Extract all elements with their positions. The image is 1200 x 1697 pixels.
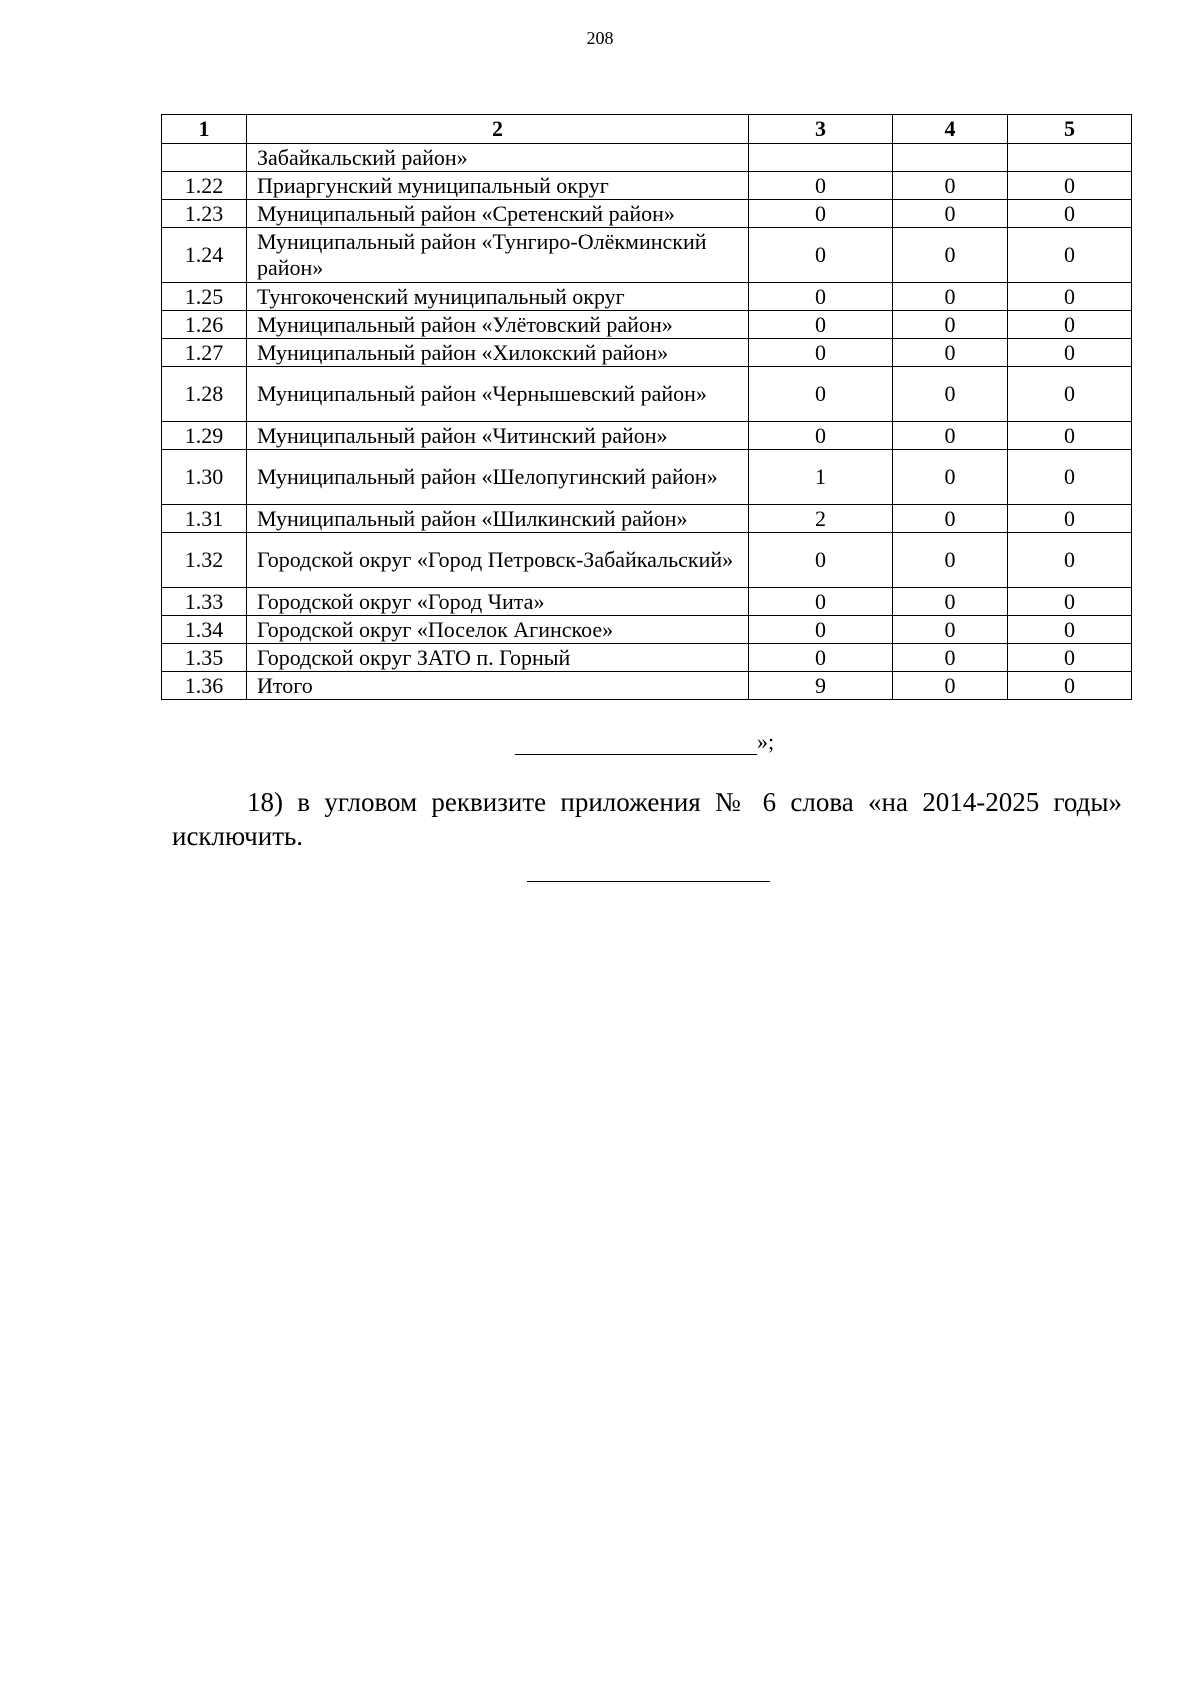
- municipality-name-cell: Муниципальный район «Шелопугинский район»: [247, 450, 749, 505]
- value-cell-col4: 0: [893, 588, 1008, 616]
- municipality-name-cell: Муниципальный район «Читинский район»: [247, 422, 749, 450]
- value-cell-col3: 0: [749, 533, 893, 588]
- row-number-cell: 1.27: [162, 339, 247, 367]
- value-cell-col4: 0: [893, 533, 1008, 588]
- value-cell-col5: 0: [1008, 172, 1132, 200]
- value-cell-col4: 0: [893, 450, 1008, 505]
- municipality-name-cell: Муниципальный район «Чернышевский район»: [247, 367, 749, 422]
- value-cell-col3: 0: [749, 422, 893, 450]
- value-cell-col3: 0: [749, 200, 893, 228]
- municipality-name-cell: Муниципальный район «Шилкинский район»: [247, 505, 749, 533]
- page-number: 208: [586, 28, 614, 48]
- municipality-name-cell: Приаргунский муниципальный округ: [247, 172, 749, 200]
- row-number-cell: 1.22: [162, 172, 247, 200]
- value-cell-col4: 0: [893, 339, 1008, 367]
- value-cell-col4: 0: [893, 200, 1008, 228]
- row-number-cell: 1.25: [162, 283, 247, 311]
- value-cell-col5: 0: [1008, 200, 1132, 228]
- table-row: [162, 311, 1132, 339]
- value-cell-col3: 9: [749, 672, 893, 700]
- row-number-cell: [162, 144, 247, 172]
- value-cell-col3: 2: [749, 505, 893, 533]
- table-row: [162, 422, 1132, 450]
- value-cell-col4: 0: [893, 422, 1008, 450]
- row-number-cell: 1.28: [162, 367, 247, 422]
- municipality-name-cell: Городской округ ЗАТО п. Горный: [247, 644, 749, 672]
- value-cell-col5: 0: [1008, 588, 1132, 616]
- value-cell-col5: 0: [1008, 367, 1132, 422]
- value-cell-col3: 0: [749, 228, 893, 283]
- value-cell-col3: 0: [749, 283, 893, 311]
- row-number-cell: 1.34: [162, 616, 247, 644]
- value-cell-col5: 0: [1008, 616, 1132, 644]
- value-cell-col5: 0: [1008, 339, 1132, 367]
- table-row: [162, 588, 1132, 616]
- value-cell-col4: 0: [893, 172, 1008, 200]
- value-cell-col5: 0: [1008, 422, 1132, 450]
- table-row: [162, 533, 1132, 588]
- municipality-name-cell: Муниципальный район «Улётовский район»: [247, 311, 749, 339]
- table-row: [162, 283, 1132, 311]
- table-row: [162, 228, 1132, 283]
- row-number-cell: 1.36: [162, 672, 247, 700]
- table-row: [162, 367, 1132, 422]
- value-cell-col4: 0: [893, 644, 1008, 672]
- value-cell-col5: [1008, 144, 1132, 172]
- column-header: 1: [162, 115, 247, 144]
- table-row: [162, 450, 1132, 505]
- table-row: [162, 200, 1132, 228]
- value-cell-col3: 0: [749, 339, 893, 367]
- value-cell-col5: 0: [1008, 283, 1132, 311]
- municipality-name-cell: Тунгокоченский муниципальный округ: [247, 283, 749, 311]
- value-cell-col3: 0: [749, 311, 893, 339]
- value-cell-col3: 0: [749, 588, 893, 616]
- value-cell-col4: 0: [893, 367, 1008, 422]
- municipality-name-cell: Забайкальский район»: [247, 144, 749, 172]
- table-row: [162, 672, 1132, 700]
- row-number-cell: 1.24: [162, 228, 247, 283]
- municipality-name-cell: Итого: [247, 672, 749, 700]
- end-rule: [527, 881, 770, 882]
- column-header: 3: [749, 115, 893, 144]
- value-cell-col5: 0: [1008, 505, 1132, 533]
- table-body: [162, 144, 1132, 700]
- table-row: [162, 644, 1132, 672]
- value-cell-col3: 0: [749, 172, 893, 200]
- value-cell-col5: 0: [1008, 450, 1132, 505]
- row-number-cell: 1.23: [162, 200, 247, 228]
- value-cell-col4: 0: [893, 311, 1008, 339]
- value-cell-col3: 1: [749, 450, 893, 505]
- value-cell-col4: 0: [893, 228, 1008, 283]
- value-cell-col5: 0: [1008, 533, 1132, 588]
- table-header-row: [162, 115, 1132, 144]
- row-number-cell: 1.29: [162, 422, 247, 450]
- value-cell-col3: 0: [749, 644, 893, 672]
- municipality-name-cell: Муниципальный район «Сретенский район»: [247, 200, 749, 228]
- value-cell-col5: 0: [1008, 644, 1132, 672]
- table-row: [162, 144, 1132, 172]
- table-row: [162, 505, 1132, 533]
- column-header: 5: [1008, 115, 1132, 144]
- municipality-name-cell: Муниципальный район «Тунгиро-Олёкминский район»: [247, 228, 749, 283]
- value-cell-col5: 0: [1008, 311, 1132, 339]
- row-number-cell: 1.35: [162, 644, 247, 672]
- blank-rule: [515, 734, 757, 755]
- value-cell-col5: 0: [1008, 672, 1132, 700]
- row-number-cell: 1.33: [162, 588, 247, 616]
- municipality-name-cell: Городской округ «Город Петровск-Забайкальский»: [247, 533, 749, 588]
- data-table: [161, 114, 1132, 700]
- value-cell-col4: 0: [893, 672, 1008, 700]
- row-number-cell: 1.32: [162, 533, 247, 588]
- municipality-name-cell: Городской округ «Поселок Агинское»: [247, 616, 749, 644]
- amendment-paragraph: 18) в угловом реквизите приложения № 6 слова «на 2014-2025 годы» исключить.: [172, 787, 1122, 851]
- row-number-cell: 1.31: [162, 505, 247, 533]
- column-header: 2: [247, 115, 749, 144]
- value-cell-col4: 0: [893, 505, 1008, 533]
- table-row: [162, 339, 1132, 367]
- table-row: [162, 616, 1132, 644]
- column-header: 4: [893, 115, 1008, 144]
- value-cell-col4: 0: [893, 616, 1008, 644]
- municipality-name-cell: Городской округ «Город Чита»: [247, 588, 749, 616]
- value-cell-col4: [893, 144, 1008, 172]
- closing-mark: »;: [757, 729, 775, 754]
- value-cell-col3: 0: [749, 367, 893, 422]
- value-cell-col4: 0: [893, 283, 1008, 311]
- table-row: [162, 172, 1132, 200]
- value-cell-col3: 0: [749, 616, 893, 644]
- value-cell-col5: 0: [1008, 228, 1132, 283]
- row-number-cell: 1.30: [162, 450, 247, 505]
- municipality-name-cell: Муниципальный район «Хилокский район»: [247, 339, 749, 367]
- value-cell-col3: [749, 144, 893, 172]
- row-number-cell: 1.26: [162, 311, 247, 339]
- closing-quote-line: [515, 729, 774, 755]
